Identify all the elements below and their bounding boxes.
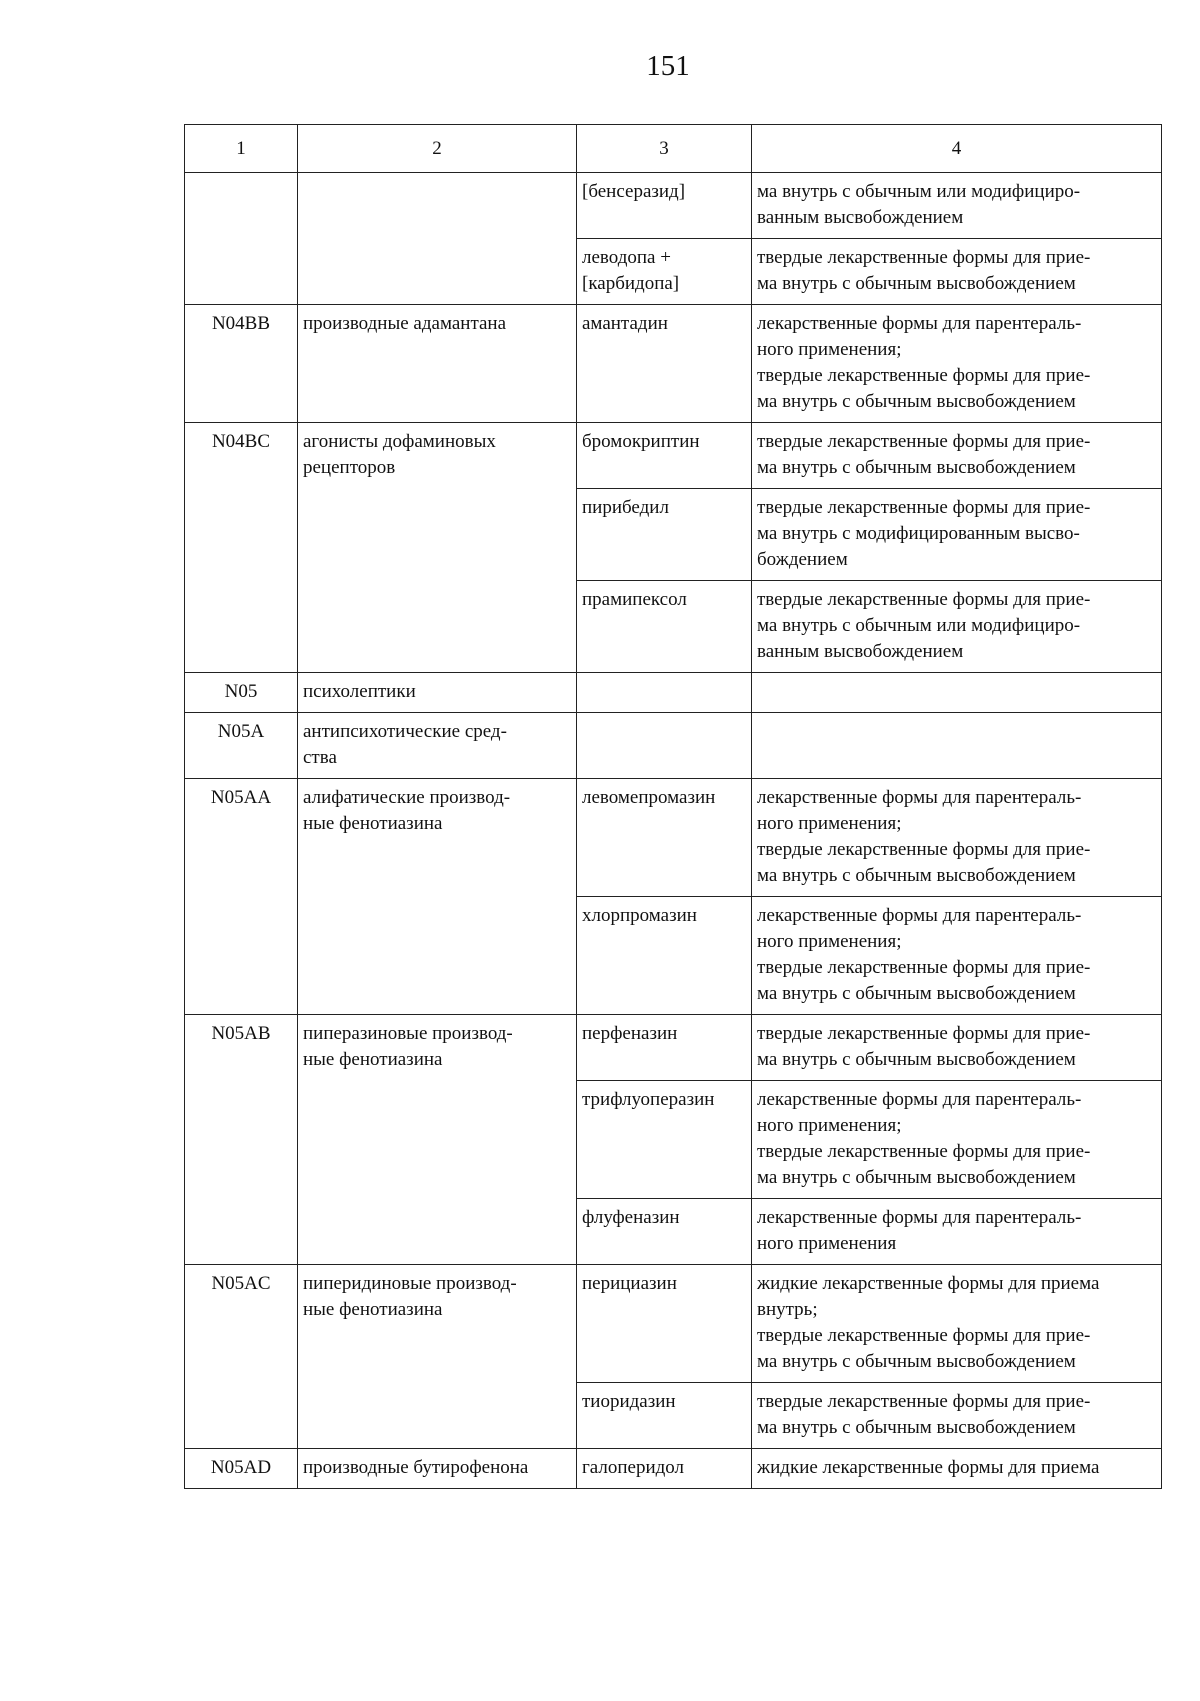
dosage-form-line: жидкие лекарственные формы для приема <box>757 1457 1100 1478</box>
dosage-form-line: ного применения; <box>757 931 902 952</box>
dosage-form-line: ма внутрь с обычным высвобождением <box>757 273 1076 294</box>
dosage-forms-cell <box>752 1383 1162 1449</box>
atc-code-cell <box>185 173 298 305</box>
group-name-cell <box>298 305 577 423</box>
group-name-cell <box>298 173 577 305</box>
group-name-line: ные фенотиазина <box>303 813 443 834</box>
group-name-cell <box>298 673 577 713</box>
drug-name-line: флуфеназин <box>582 1207 680 1228</box>
dosage-form-line: твердые лекарственные формы для прие- <box>757 247 1091 268</box>
drug-table <box>184 124 1162 1489</box>
dosage-form-line: бождением <box>757 549 848 570</box>
dosage-forms-cell <box>752 1449 1162 1489</box>
dosage-forms-cell <box>752 1199 1162 1265</box>
dosage-form-line: твердые лекарственные формы для прие- <box>757 1141 1091 1162</box>
header-col-1: 1 <box>185 125 298 173</box>
dosage-form-line: ного применения; <box>757 813 902 834</box>
drug-name-line: галоперидол <box>582 1457 685 1478</box>
drug-name-cell <box>577 1265 752 1383</box>
group-name-line: антипсихотические сред- <box>303 721 507 742</box>
table-row <box>185 673 1162 713</box>
dosage-forms-cell <box>752 897 1162 1015</box>
drug-name-cell <box>577 1015 752 1081</box>
dosage-form-line: твердые лекарственные формы для прие- <box>757 589 1091 610</box>
drug-name-line: перфеназин <box>582 1023 678 1044</box>
group-name-line: пиперазиновые производ- <box>303 1023 513 1044</box>
dosage-form-line: лекарственные формы для парентераль- <box>757 787 1082 808</box>
dosage-form-line: ма внутрь с обычным высвобождением <box>757 983 1076 1004</box>
group-name-line: производные адамантана <box>303 313 507 334</box>
group-name-line: алифатические производ- <box>303 787 511 808</box>
group-name-line: ные фенотиазина <box>303 1049 443 1070</box>
dosage-forms-cell <box>752 1081 1162 1199</box>
drug-name-cell <box>577 1449 752 1489</box>
dosage-forms-cell <box>752 423 1162 489</box>
page-number: 151 <box>646 50 690 82</box>
group-name-line: ства <box>303 747 337 768</box>
atc-code-cell: N05 <box>185 673 298 713</box>
dosage-forms-cell <box>752 305 1162 423</box>
dosage-forms-cell <box>752 239 1162 305</box>
group-name-cell <box>298 713 577 779</box>
dosage-form-line: твердые лекарственные формы для прие- <box>757 1391 1091 1412</box>
group-name-cell <box>298 1015 577 1265</box>
dosage-form-line: ванным высвобождением <box>757 641 964 662</box>
table-row <box>185 1449 1162 1489</box>
drug-name-cell <box>577 713 752 779</box>
drug-name-line: левомепромазин <box>582 787 716 808</box>
dosage-form-line: ного применения; <box>757 339 902 360</box>
dosage-form-line: твердые лекарственные формы для прие- <box>757 839 1091 860</box>
table-row <box>185 1265 1162 1383</box>
drug-name-cell <box>577 1081 752 1199</box>
dosage-form-line: твердые лекарственные формы для прие- <box>757 365 1091 386</box>
group-name-line: агонисты дофаминовых <box>303 431 496 452</box>
header-col-3: 3 <box>577 125 752 173</box>
atc-code-cell: N04BB <box>185 305 298 423</box>
dosage-form-line: ма внутрь с обычным высвобождением <box>757 391 1076 412</box>
dosage-form-line: лекарственные формы для парентераль- <box>757 1207 1082 1228</box>
group-name-line: производные бутирофенона <box>303 1457 529 1478</box>
dosage-form-line: ма внутрь с обычным высвобождением <box>757 1167 1076 1188</box>
header-col-2: 2 <box>298 125 577 173</box>
dosage-form-line: ма внутрь с обычным или модифициро- <box>757 615 1081 636</box>
drug-name-line: прамипексол <box>582 589 687 610</box>
drug-name-cell <box>577 779 752 897</box>
drug-name-line: бромокриптин <box>582 431 700 452</box>
drug-name-line: леводопа + <box>582 247 671 268</box>
dosage-form-line: внутрь; <box>757 1299 818 1320</box>
table-header-row <box>185 125 1162 173</box>
atc-code-cell: N05A <box>185 713 298 779</box>
dosage-forms-cell <box>752 1265 1162 1383</box>
drug-name-cell <box>577 1199 752 1265</box>
dosage-form-line: лекарственные формы для парентераль- <box>757 1089 1082 1110</box>
dosage-form-line: твердые лекарственные формы для прие- <box>757 1325 1091 1346</box>
atc-code-cell: N05AD <box>185 1449 298 1489</box>
drug-name-cell <box>577 1383 752 1449</box>
atc-code-cell: N05AC <box>185 1265 298 1449</box>
drug-name-cell <box>577 239 752 305</box>
dosage-form-line: твердые лекарственные формы для прие- <box>757 1023 1091 1044</box>
drug-name-cell <box>577 423 752 489</box>
dosage-form-line: твердые лекарственные формы для прие- <box>757 497 1091 518</box>
dosage-forms-cell <box>752 489 1162 581</box>
drug-name-cell <box>577 305 752 423</box>
table-row <box>185 423 1162 489</box>
dosage-form-line: твердые лекарственные формы для прие- <box>757 957 1091 978</box>
atc-code-cell: N05AA <box>185 779 298 1015</box>
drug-name-line: амантадин <box>582 313 668 334</box>
dosage-forms-cell <box>752 779 1162 897</box>
dosage-forms-cell <box>752 173 1162 239</box>
header-col-4: 4 <box>752 125 1162 173</box>
dosage-form-line: жидкие лекарственные формы для приема <box>757 1273 1100 1294</box>
drug-name-cell <box>577 489 752 581</box>
atc-code-cell: N04BC <box>185 423 298 673</box>
group-name-line: пиперидиновые производ- <box>303 1273 517 1294</box>
drug-name-line: хлорпромазин <box>582 905 697 926</box>
table-row <box>185 779 1162 897</box>
table-row <box>185 173 1162 239</box>
drug-name-line: [карбидопа] <box>582 273 680 294</box>
table-row <box>185 713 1162 779</box>
dosage-form-line: лекарственные формы для парентераль- <box>757 905 1082 926</box>
dosage-forms-cell <box>752 581 1162 673</box>
drug-name-cell <box>577 673 752 713</box>
group-name-line: ные фенотиазина <box>303 1299 443 1320</box>
group-name-cell <box>298 1449 577 1489</box>
group-name-cell <box>298 1265 577 1449</box>
group-name-cell <box>298 423 577 673</box>
dosage-form-line: лекарственные формы для парентераль- <box>757 313 1082 334</box>
dosage-forms-cell <box>752 713 1162 779</box>
drug-name-cell <box>577 173 752 239</box>
dosage-forms-cell <box>752 1015 1162 1081</box>
dosage-form-line: ма внутрь с обычным высвобождением <box>757 457 1076 478</box>
dosage-form-line: ма внутрь с модифицированным высво- <box>757 523 1080 544</box>
dosage-form-line: ма внутрь с обычным высвобождением <box>757 1049 1076 1070</box>
dosage-form-line: ванным высвобождением <box>757 207 964 228</box>
dosage-forms-cell <box>752 673 1162 713</box>
group-name-line: психолептики <box>303 681 416 702</box>
drug-name-line: перициазин <box>582 1273 677 1294</box>
dosage-form-line: ма внутрь с обычным или модифициро- <box>757 181 1081 202</box>
atc-code-cell: N05AB <box>185 1015 298 1265</box>
dosage-form-line: ного применения <box>757 1233 897 1254</box>
table-body <box>185 173 1162 1489</box>
dosage-form-line: ма внутрь с обычным высвобождением <box>757 865 1076 886</box>
drug-name-line: [бенсеразид] <box>582 181 686 202</box>
dosage-form-line: ного применения; <box>757 1115 902 1136</box>
dosage-form-line: ма внутрь с обычным высвобождением <box>757 1351 1076 1372</box>
drug-name-cell <box>577 581 752 673</box>
drug-name-cell <box>577 897 752 1015</box>
dosage-form-line: ма внутрь с обычным высвобождением <box>757 1417 1076 1438</box>
group-name-cell <box>298 779 577 1015</box>
drug-name-line: пирибедил <box>582 497 669 518</box>
drug-name-line: трифлуоперазин <box>582 1089 715 1110</box>
table-row <box>185 305 1162 423</box>
drug-name-line: тиоридазин <box>582 1391 676 1412</box>
dosage-form-line: твердые лекарственные формы для прие- <box>757 431 1091 452</box>
table-row <box>185 1015 1162 1081</box>
group-name-line: рецепторов <box>303 457 396 478</box>
